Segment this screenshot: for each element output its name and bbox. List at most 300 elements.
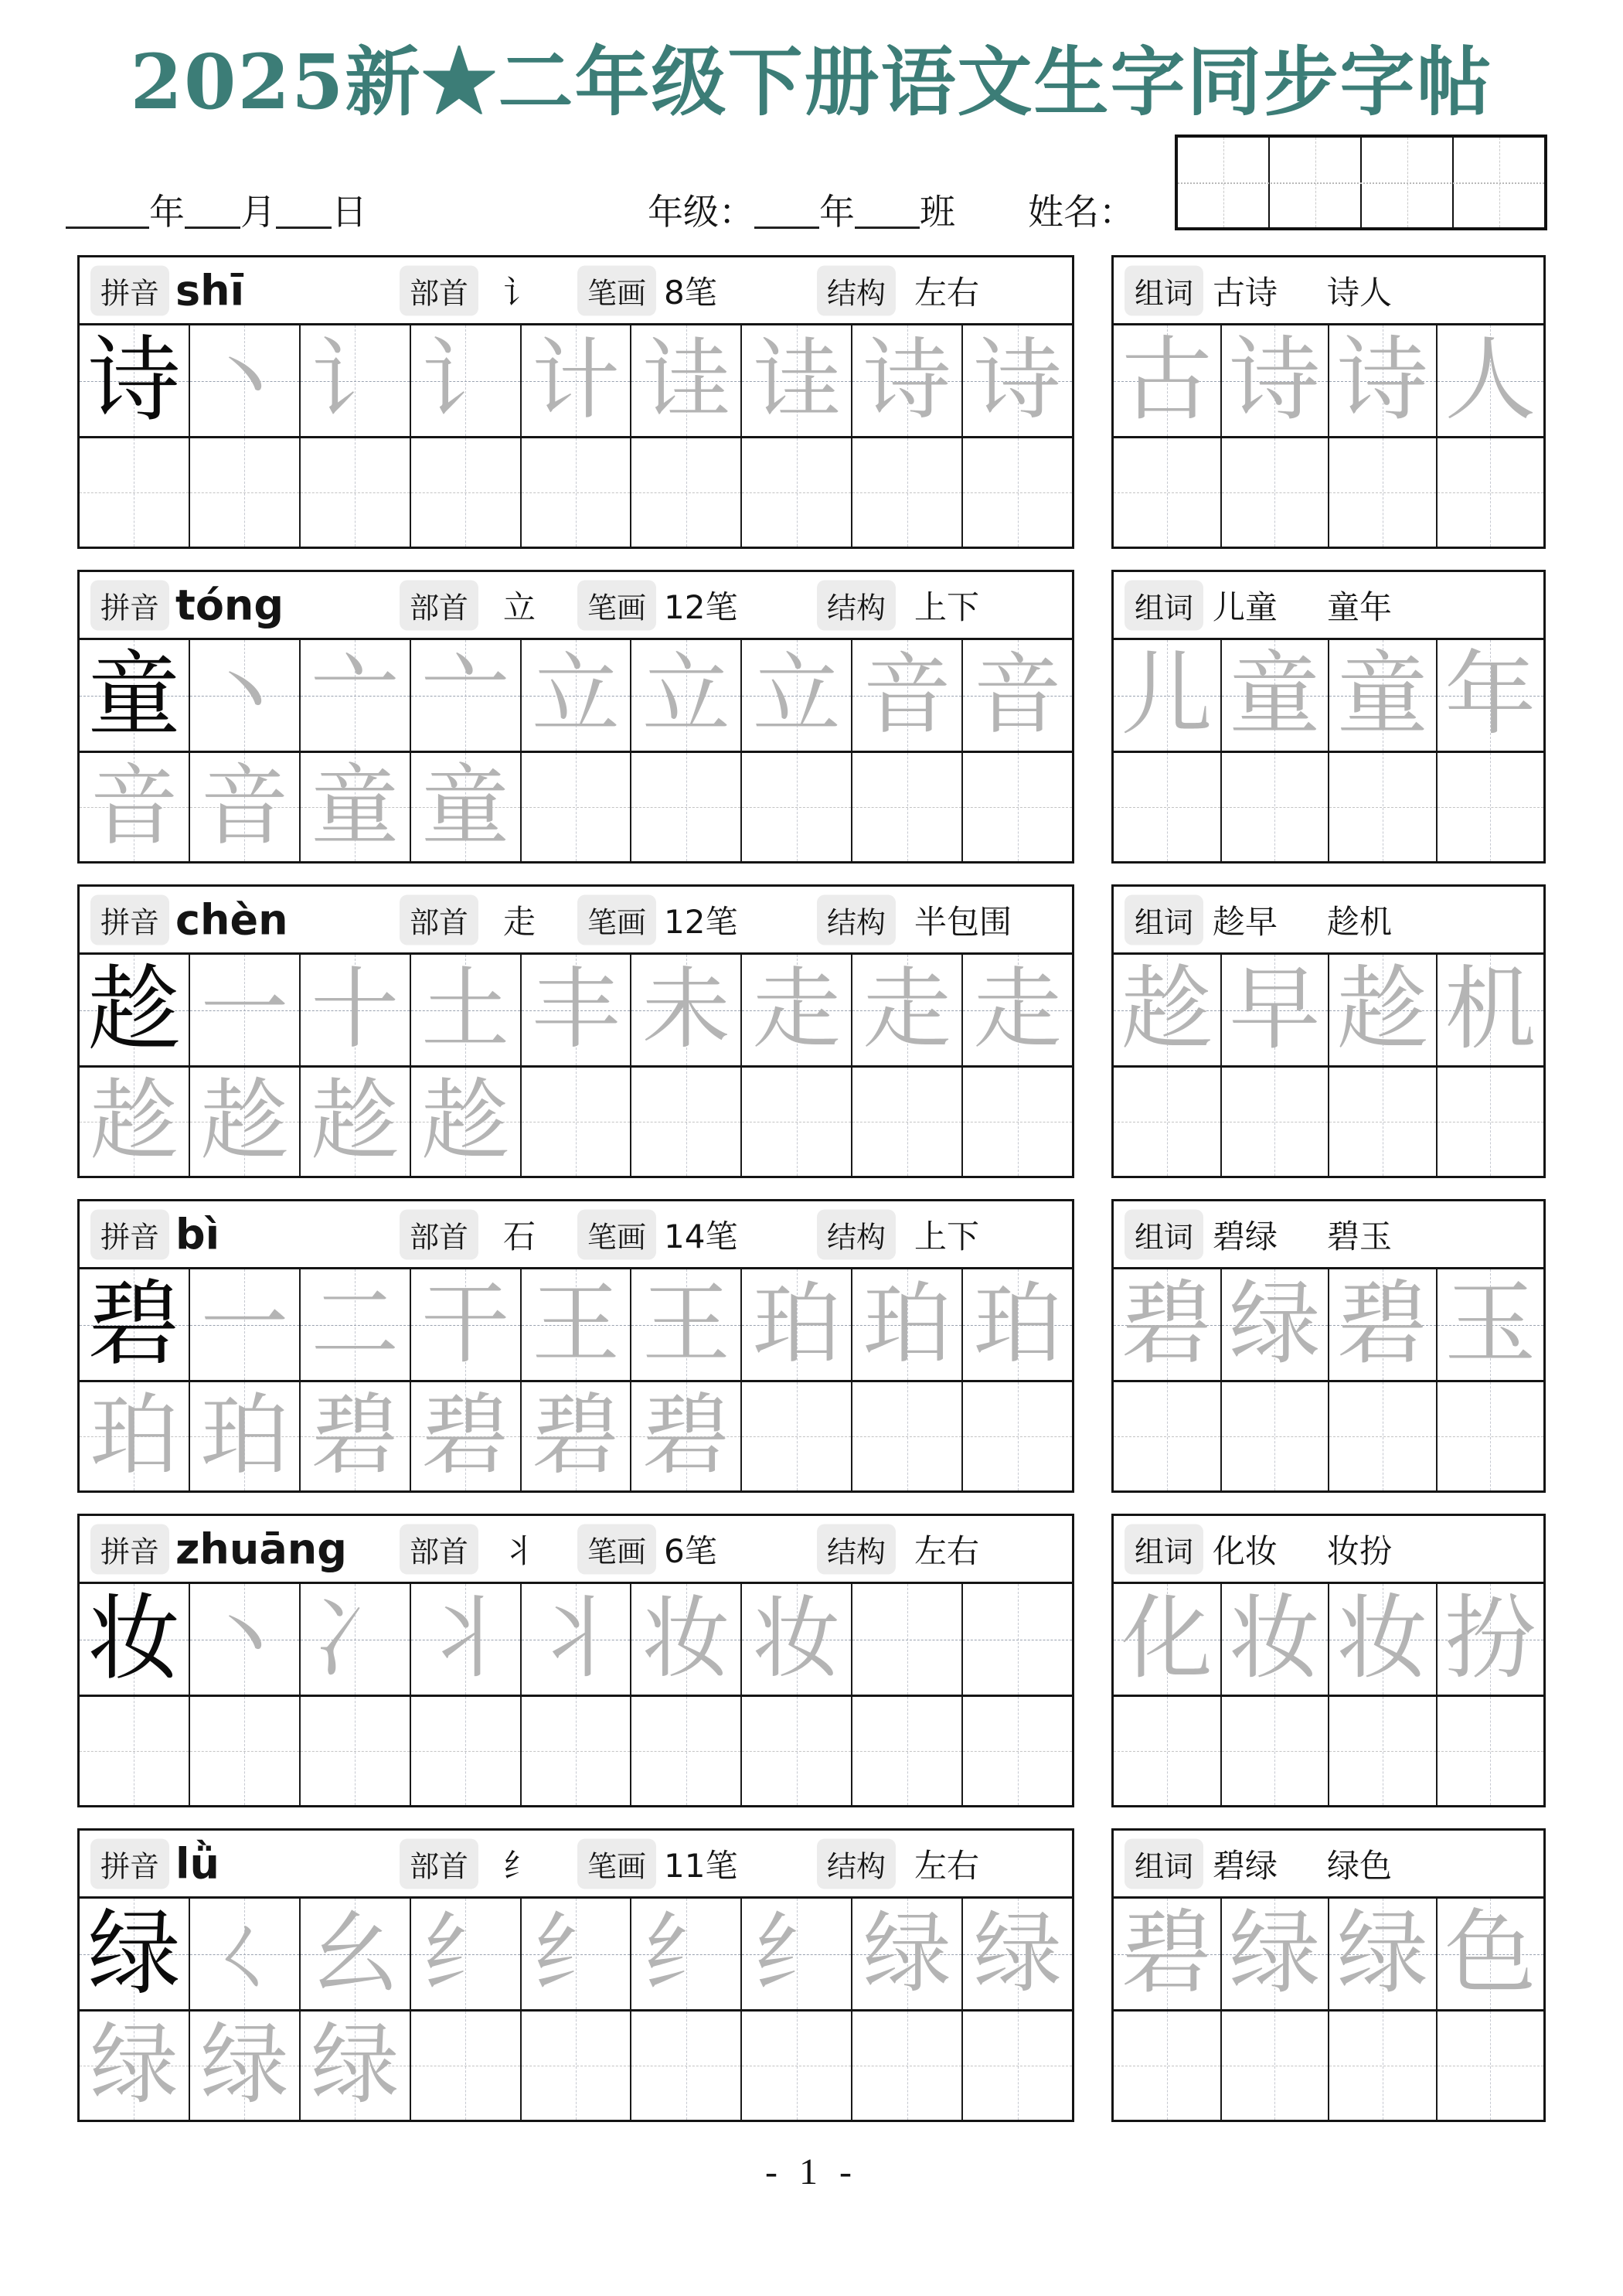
- stroke-trace: 丰: [532, 960, 621, 1059]
- practice-cell: [631, 1697, 742, 1805]
- word-trace-character: 绿: [1229, 1273, 1321, 1375]
- practice-cell: [80, 438, 190, 547]
- radical-label: 部首: [400, 1838, 478, 1889]
- practice-cell: [1222, 2012, 1330, 2120]
- stroke-trace: 诖: [752, 331, 841, 430]
- words-header: [1114, 1831, 1543, 1899]
- pinyin-value: bì: [175, 1210, 220, 1259]
- stroke-order-row: [80, 325, 1072, 436]
- words-panel: [1111, 884, 1546, 1178]
- word-trace-character: 童: [1336, 644, 1428, 746]
- structure-value: 左右: [914, 275, 980, 312]
- stroke-trace-cell: [301, 325, 411, 436]
- stroke-trace: 丬: [532, 1589, 621, 1688]
- name-grid-cell: [1362, 138, 1454, 227]
- practice-cell: [852, 1382, 963, 1490]
- practice-cell: [1438, 438, 1544, 547]
- stroke-trace: 丶: [200, 1589, 289, 1688]
- word-trace-character: 童: [1229, 644, 1321, 746]
- class-label: 班: [920, 192, 955, 232]
- radical-value: 讠: [503, 275, 536, 312]
- word-trace-character: 玉: [1444, 1273, 1536, 1375]
- practice-cell: [852, 438, 963, 547]
- month-label: 月: [240, 192, 276, 232]
- char-block-lv: [77, 1828, 1546, 2122]
- practice-cell: [1114, 2012, 1222, 2120]
- word-trace-character: 趁: [1121, 959, 1213, 1061]
- stroke-trace: 诗: [973, 331, 1062, 430]
- stroke-trace-cell: [742, 1899, 852, 2009]
- practice-cell: [742, 1697, 852, 1805]
- month-blank: [185, 193, 240, 229]
- stroke-trace: 纟: [532, 1904, 621, 2003]
- word-trace-cell: [1114, 1899, 1222, 2009]
- stroke-trace-cell: [852, 1269, 963, 1380]
- word-trace-character: 碧: [1336, 1273, 1428, 1375]
- word-trace-cell: [1114, 955, 1222, 1065]
- stroke-trace: 诗: [863, 331, 951, 430]
- strokes-label: 笔画: [577, 1838, 656, 1889]
- practice-cell: [1114, 753, 1222, 861]
- pinyin-label: 拼音: [90, 1838, 169, 1889]
- strokes-label: 笔画: [577, 1524, 656, 1574]
- stroke-order-row-2: [80, 751, 1072, 861]
- practice-cell: [411, 753, 522, 861]
- stroke-trace: 珀: [752, 1275, 841, 1374]
- strokes-value: 11笔: [664, 1846, 738, 1885]
- character-panel: [77, 255, 1074, 549]
- practice-cell: [742, 753, 852, 861]
- pinyin-value: lǜ: [175, 1839, 219, 1888]
- char-block-shi: [77, 255, 1546, 549]
- radical-label: 部首: [400, 1524, 478, 1574]
- stroke-trace-cell: [301, 1899, 411, 2009]
- stroke-trace-cell: [742, 1269, 852, 1380]
- stroke-trace: 干: [421, 1275, 510, 1374]
- stroke-trace: 珀: [863, 1275, 951, 1374]
- practice-cell: [301, 2012, 411, 2120]
- word-trace-row: [1114, 1269, 1543, 1380]
- practice-cell: [1329, 2012, 1438, 2120]
- practice-cell: [522, 1068, 632, 1176]
- stroke-trace-cell: [963, 325, 1072, 436]
- word-trace-cell: [1438, 1584, 1544, 1695]
- words-label: 组词: [1125, 1209, 1203, 1259]
- stroke-trace: 妆: [641, 1589, 730, 1688]
- stroke-trace-cell: [190, 640, 301, 751]
- word-trace-character: 妆: [1336, 1588, 1428, 1690]
- practice-cell: [1438, 2012, 1544, 2120]
- stroke-trace-cell: [411, 325, 522, 436]
- strokes-value: 6笔: [664, 1531, 717, 1570]
- words-header: [1114, 887, 1543, 955]
- page-title: 2025新★二年级下册语文生字同步字帖: [130, 38, 1493, 126]
- practice-cell: [742, 438, 852, 547]
- practice-cell: [411, 1382, 522, 1490]
- word-trace-character: 年: [1444, 644, 1536, 746]
- practice-cell: [742, 1068, 852, 1176]
- words-panel: [1111, 1514, 1546, 1807]
- word-1: 碧绿: [1213, 1848, 1278, 1885]
- day-blank: [276, 193, 332, 229]
- practice-cell: [963, 1068, 1072, 1176]
- structure-label: 结构: [817, 894, 896, 945]
- pinyin-label: 拼音: [90, 580, 169, 630]
- structure-label: 结构: [817, 265, 896, 315]
- strokes-label: 笔画: [577, 580, 656, 630]
- name-grid: [1175, 135, 1547, 230]
- practice-cell: [190, 753, 301, 861]
- grade-line: [648, 184, 955, 235]
- character-panel: [77, 1514, 1074, 1807]
- word-2: 趁机: [1327, 904, 1393, 941]
- main-character: 碧: [87, 1272, 181, 1376]
- stroke-trace: 走: [752, 960, 841, 1059]
- word-trace-character: 绿: [1336, 1903, 1428, 2005]
- stroke-trace-cell: [852, 1899, 963, 2009]
- word-trace-cell: [1329, 1899, 1438, 2009]
- practice-cell: [522, 438, 632, 547]
- words-values: [1213, 1841, 1392, 1887]
- practice-cell: [1222, 438, 1330, 547]
- practice-cell: [852, 1697, 963, 1805]
- character-panel: [77, 1199, 1074, 1493]
- word-practice-row: [1114, 1380, 1543, 1490]
- word-2: 诗人: [1327, 275, 1393, 312]
- stroke-trace: ㄑ: [200, 1904, 289, 2003]
- word-trace-character: 扮: [1444, 1588, 1536, 1690]
- word-trace-row: [1114, 1584, 1543, 1695]
- practice-cell: [80, 753, 190, 861]
- stroke-trace: 诖: [641, 331, 730, 430]
- word-1: 古诗: [1213, 275, 1278, 312]
- word-trace-cell: [1222, 1899, 1330, 2009]
- main-character-cell: [80, 325, 190, 436]
- char-block-zhuang: [77, 1514, 1546, 1807]
- stroke-trace-cell: [742, 1584, 852, 1695]
- stroke-trace: 讠: [421, 331, 510, 430]
- radical-value: 纟: [503, 1848, 536, 1885]
- stroke-trace: 趁: [90, 1072, 179, 1170]
- practice-cell: [411, 438, 522, 547]
- char-block-chen: [77, 884, 1546, 1178]
- main-character-cell: [80, 955, 190, 1065]
- practice-cell: [1329, 1068, 1438, 1176]
- practice-cell: [852, 753, 963, 861]
- character-panel: [77, 570, 1074, 864]
- character-info-header: [80, 1831, 1072, 1899]
- stroke-trace: 音: [863, 646, 951, 744]
- practice-cell: [742, 1382, 852, 1490]
- stroke-order-row: [80, 1269, 1072, 1380]
- words-header: [1114, 1516, 1543, 1584]
- practice-cell: [301, 1068, 411, 1176]
- stroke-trace-cell: [522, 1269, 632, 1380]
- stroke-trace: 碧: [311, 1387, 400, 1485]
- word-trace-character: 色: [1444, 1903, 1536, 2005]
- stroke-trace-cell: [852, 640, 963, 751]
- words-values: [1213, 1526, 1392, 1572]
- practice-cell: [80, 1382, 190, 1490]
- practice-cell: [301, 438, 411, 547]
- word-trace-cell: [1222, 955, 1330, 1065]
- stroke-trace-cell: [852, 955, 963, 1065]
- words-label: 组词: [1125, 1524, 1203, 1574]
- word-trace-cell: [1329, 955, 1438, 1065]
- practice-cell: [963, 1382, 1072, 1490]
- stroke-trace: 未: [641, 960, 730, 1059]
- stroke-trace-cell: [631, 640, 742, 751]
- radical-label: 部首: [400, 1209, 478, 1259]
- words-header: [1114, 1201, 1543, 1269]
- words-values: [1213, 897, 1392, 943]
- word-trace-cell: [1222, 640, 1330, 751]
- stroke-trace-cell: [411, 1584, 522, 1695]
- practice-cell: [631, 753, 742, 861]
- stroke-trace: 一: [200, 960, 289, 1059]
- radical-value: 立: [503, 590, 536, 626]
- strokes-value: 8笔: [664, 273, 717, 312]
- practice-cell: [1438, 1697, 1544, 1805]
- practice-cell: [190, 438, 301, 547]
- word-trace-row: [1114, 1899, 1543, 2009]
- practice-cell: [1114, 1382, 1222, 1490]
- stroke-trace: 纟: [421, 1904, 510, 2003]
- character-info-header: [80, 887, 1072, 955]
- practice-cell: [1329, 1697, 1438, 1805]
- character-info-header: [80, 1516, 1072, 1584]
- stroke-trace-cell: [522, 1584, 632, 1695]
- stroke-trace-cell: [301, 955, 411, 1065]
- word-trace-character: 碧: [1121, 1273, 1213, 1375]
- words-label: 组词: [1125, 580, 1203, 630]
- stroke-trace-cell: [190, 955, 301, 1065]
- stroke-trace: 趁: [421, 1072, 510, 1170]
- stroke-trace: 绿: [863, 1904, 951, 2003]
- practice-cell: [1114, 438, 1222, 547]
- stroke-trace-cell: [411, 955, 522, 1065]
- stroke-trace: 纟: [641, 1904, 730, 2003]
- word-1: 碧绿: [1213, 1219, 1278, 1255]
- practice-cell: [522, 1697, 632, 1805]
- words-header: [1114, 257, 1543, 325]
- strokes-value: 12笔: [664, 902, 738, 941]
- word-trace-cell: [1222, 325, 1330, 436]
- stroke-trace: 王: [641, 1275, 730, 1374]
- practice-cell: [852, 1068, 963, 1176]
- stroke-trace: 计: [532, 331, 621, 430]
- stroke-trace-cell: [852, 325, 963, 436]
- word-trace-cell: [1329, 1269, 1438, 1380]
- practice-cell: [1438, 753, 1544, 861]
- word-trace-cell: [1114, 325, 1222, 436]
- word-trace-row: [1114, 640, 1543, 751]
- stroke-trace: 妆: [752, 1589, 841, 1688]
- stroke-trace: 走: [863, 960, 951, 1059]
- char-block-tong: [77, 570, 1546, 864]
- stroke-trace: 绿: [200, 2016, 289, 2114]
- stroke-trace-cell: [411, 640, 522, 751]
- words-label: 组词: [1125, 1838, 1203, 1889]
- stroke-trace-cell: [190, 1899, 301, 2009]
- stroke-trace: 立: [752, 646, 841, 744]
- strokes-label: 笔画: [577, 1209, 656, 1259]
- word-trace-character: 绿: [1229, 1903, 1321, 2005]
- pinyin-label: 拼音: [90, 265, 169, 315]
- stroke-trace-cell: [190, 1269, 301, 1380]
- stroke-trace: 立: [641, 646, 730, 744]
- name-grid-cell: [1454, 138, 1544, 227]
- word-trace-cell: [1438, 1899, 1544, 2009]
- structure-value: 左右: [914, 1848, 980, 1885]
- radical-value: 丬: [503, 1534, 536, 1570]
- date-line: [66, 184, 367, 235]
- stroke-trace: 十: [311, 960, 400, 1059]
- words-label: 组词: [1125, 894, 1203, 945]
- structure-label: 结构: [817, 1524, 896, 1574]
- stroke-trace-cell: [742, 640, 852, 751]
- stroke-trace-cell: [522, 325, 632, 436]
- stroke-trace-cell: [631, 1269, 742, 1380]
- words-panel: [1111, 1199, 1546, 1493]
- word-2: 碧玉: [1327, 1219, 1393, 1255]
- stroke-trace-cell: [631, 325, 742, 436]
- stroke-trace: 一: [200, 1275, 289, 1374]
- stroke-order-row-2: [80, 436, 1072, 547]
- structure-label: 结构: [817, 1838, 896, 1889]
- main-character: 趁: [87, 958, 181, 1061]
- stroke-trace: 碧: [421, 1387, 510, 1485]
- strokes-label: 笔画: [577, 894, 656, 945]
- word-practice-row: [1114, 2009, 1543, 2120]
- word-trace-character: 化: [1121, 1588, 1213, 1690]
- word-2: 童年: [1327, 590, 1393, 626]
- structure-value: 左右: [914, 1534, 980, 1570]
- practice-cell: [411, 2012, 522, 2120]
- stroke-order-row-2: [80, 1380, 1072, 1490]
- word-trace-cell: [1222, 1269, 1330, 1380]
- practice-cell: [80, 1697, 190, 1805]
- practice-cell: [1438, 1068, 1544, 1176]
- practice-cell: [963, 2012, 1072, 2120]
- character-info-header: [80, 1201, 1072, 1269]
- main-character: 妆: [87, 1587, 181, 1691]
- word-trace-character: 妆: [1229, 1588, 1321, 1690]
- pinyin-label: 拼音: [90, 1209, 169, 1259]
- practice-cell: [1114, 1697, 1222, 1805]
- practice-cell: [190, 2012, 301, 2120]
- structure-value: 上下: [914, 590, 980, 626]
- structure-label: 结构: [817, 580, 896, 630]
- main-character-cell: [80, 640, 190, 751]
- grade-year-blank: [754, 193, 819, 229]
- meta-row: [0, 0, 1623, 255]
- stroke-trace: 冫: [311, 1589, 400, 1688]
- practice-cell: [522, 1382, 632, 1490]
- practice-cell: [1329, 753, 1438, 861]
- stroke-trace: 绿: [311, 2016, 400, 2114]
- practice-cell: [301, 1382, 411, 1490]
- word-2: 绿色: [1327, 1848, 1393, 1885]
- practice-cell: [1222, 753, 1330, 861]
- stroke-trace: 丬: [421, 1589, 510, 1688]
- structure-value: 上下: [914, 1219, 980, 1255]
- strokes-value: 12笔: [664, 588, 738, 626]
- stroke-trace: 珀: [200, 1387, 289, 1485]
- practice-cell: [963, 753, 1072, 861]
- name-grid-cell: [1270, 138, 1362, 227]
- name-grid-cell: [1178, 138, 1270, 227]
- strokes-value: 14笔: [664, 1217, 738, 1255]
- practice-cell: [631, 1382, 742, 1490]
- words-label: 组词: [1125, 265, 1203, 315]
- character-panel: [77, 1828, 1074, 2122]
- pinyin-label: 拼音: [90, 894, 169, 945]
- stroke-trace: 珀: [973, 1275, 1062, 1374]
- structure-value: 半包围: [914, 904, 1012, 941]
- stroke-trace: 童: [421, 758, 510, 856]
- stroke-order-row: [80, 1899, 1072, 2009]
- stroke-trace: 趁: [200, 1072, 289, 1170]
- word-practice-row: [1114, 751, 1543, 861]
- stroke-trace-cell: [963, 1899, 1072, 2009]
- radical-label: 部首: [400, 265, 478, 315]
- practice-cell: [411, 1068, 522, 1176]
- stroke-trace: 讠: [311, 331, 400, 430]
- word-trace-cell: [1329, 1584, 1438, 1695]
- main-character: 童: [87, 643, 181, 747]
- stroke-trace: 亠: [421, 646, 510, 744]
- word-trace-character: 古: [1121, 329, 1213, 431]
- stroke-trace-cell: [963, 1269, 1072, 1380]
- word-trace-character: 诗: [1336, 329, 1428, 431]
- word-trace-row: [1114, 955, 1543, 1065]
- stroke-trace: 走: [973, 960, 1062, 1059]
- stroke-trace: 幺: [311, 1904, 400, 2003]
- word-practice-row: [1114, 1695, 1543, 1805]
- name-label: 姓名：: [1028, 192, 1135, 232]
- stroke-trace-cell: [742, 325, 852, 436]
- pinyin-value: zhuāng: [175, 1524, 347, 1573]
- word-trace-cell: [1438, 955, 1544, 1065]
- word-trace-character: 儿: [1121, 644, 1213, 746]
- practice-cell: [963, 1697, 1072, 1805]
- practice-cell: [1329, 438, 1438, 547]
- main-character: 绿: [87, 1902, 181, 2005]
- word-1: 化妆: [1213, 1534, 1278, 1570]
- page-number: - 1 -: [765, 2151, 858, 2192]
- stroke-trace: 珀: [90, 1387, 179, 1485]
- practice-cell: [742, 2012, 852, 2120]
- stroke-trace-cell: [301, 1269, 411, 1380]
- word-trace-cell: [1114, 640, 1222, 751]
- practice-cell: [1114, 1068, 1222, 1176]
- stroke-trace: 童: [311, 758, 400, 856]
- stroke-order-row: [80, 1584, 1072, 1695]
- stroke-trace: 音: [973, 646, 1062, 744]
- radical-label: 部首: [400, 580, 478, 630]
- practice-cell: [522, 2012, 632, 2120]
- practice-cell: [411, 1697, 522, 1805]
- stroke-trace-cell: [963, 1584, 1072, 1695]
- word-trace-cell: [1438, 640, 1544, 751]
- stroke-trace-cell: [190, 325, 301, 436]
- main-character-cell: [80, 1269, 190, 1380]
- practice-cell: [1438, 1382, 1544, 1490]
- year-label: 年: [149, 192, 185, 232]
- words-header: [1114, 572, 1543, 640]
- day-label: 日: [332, 192, 367, 232]
